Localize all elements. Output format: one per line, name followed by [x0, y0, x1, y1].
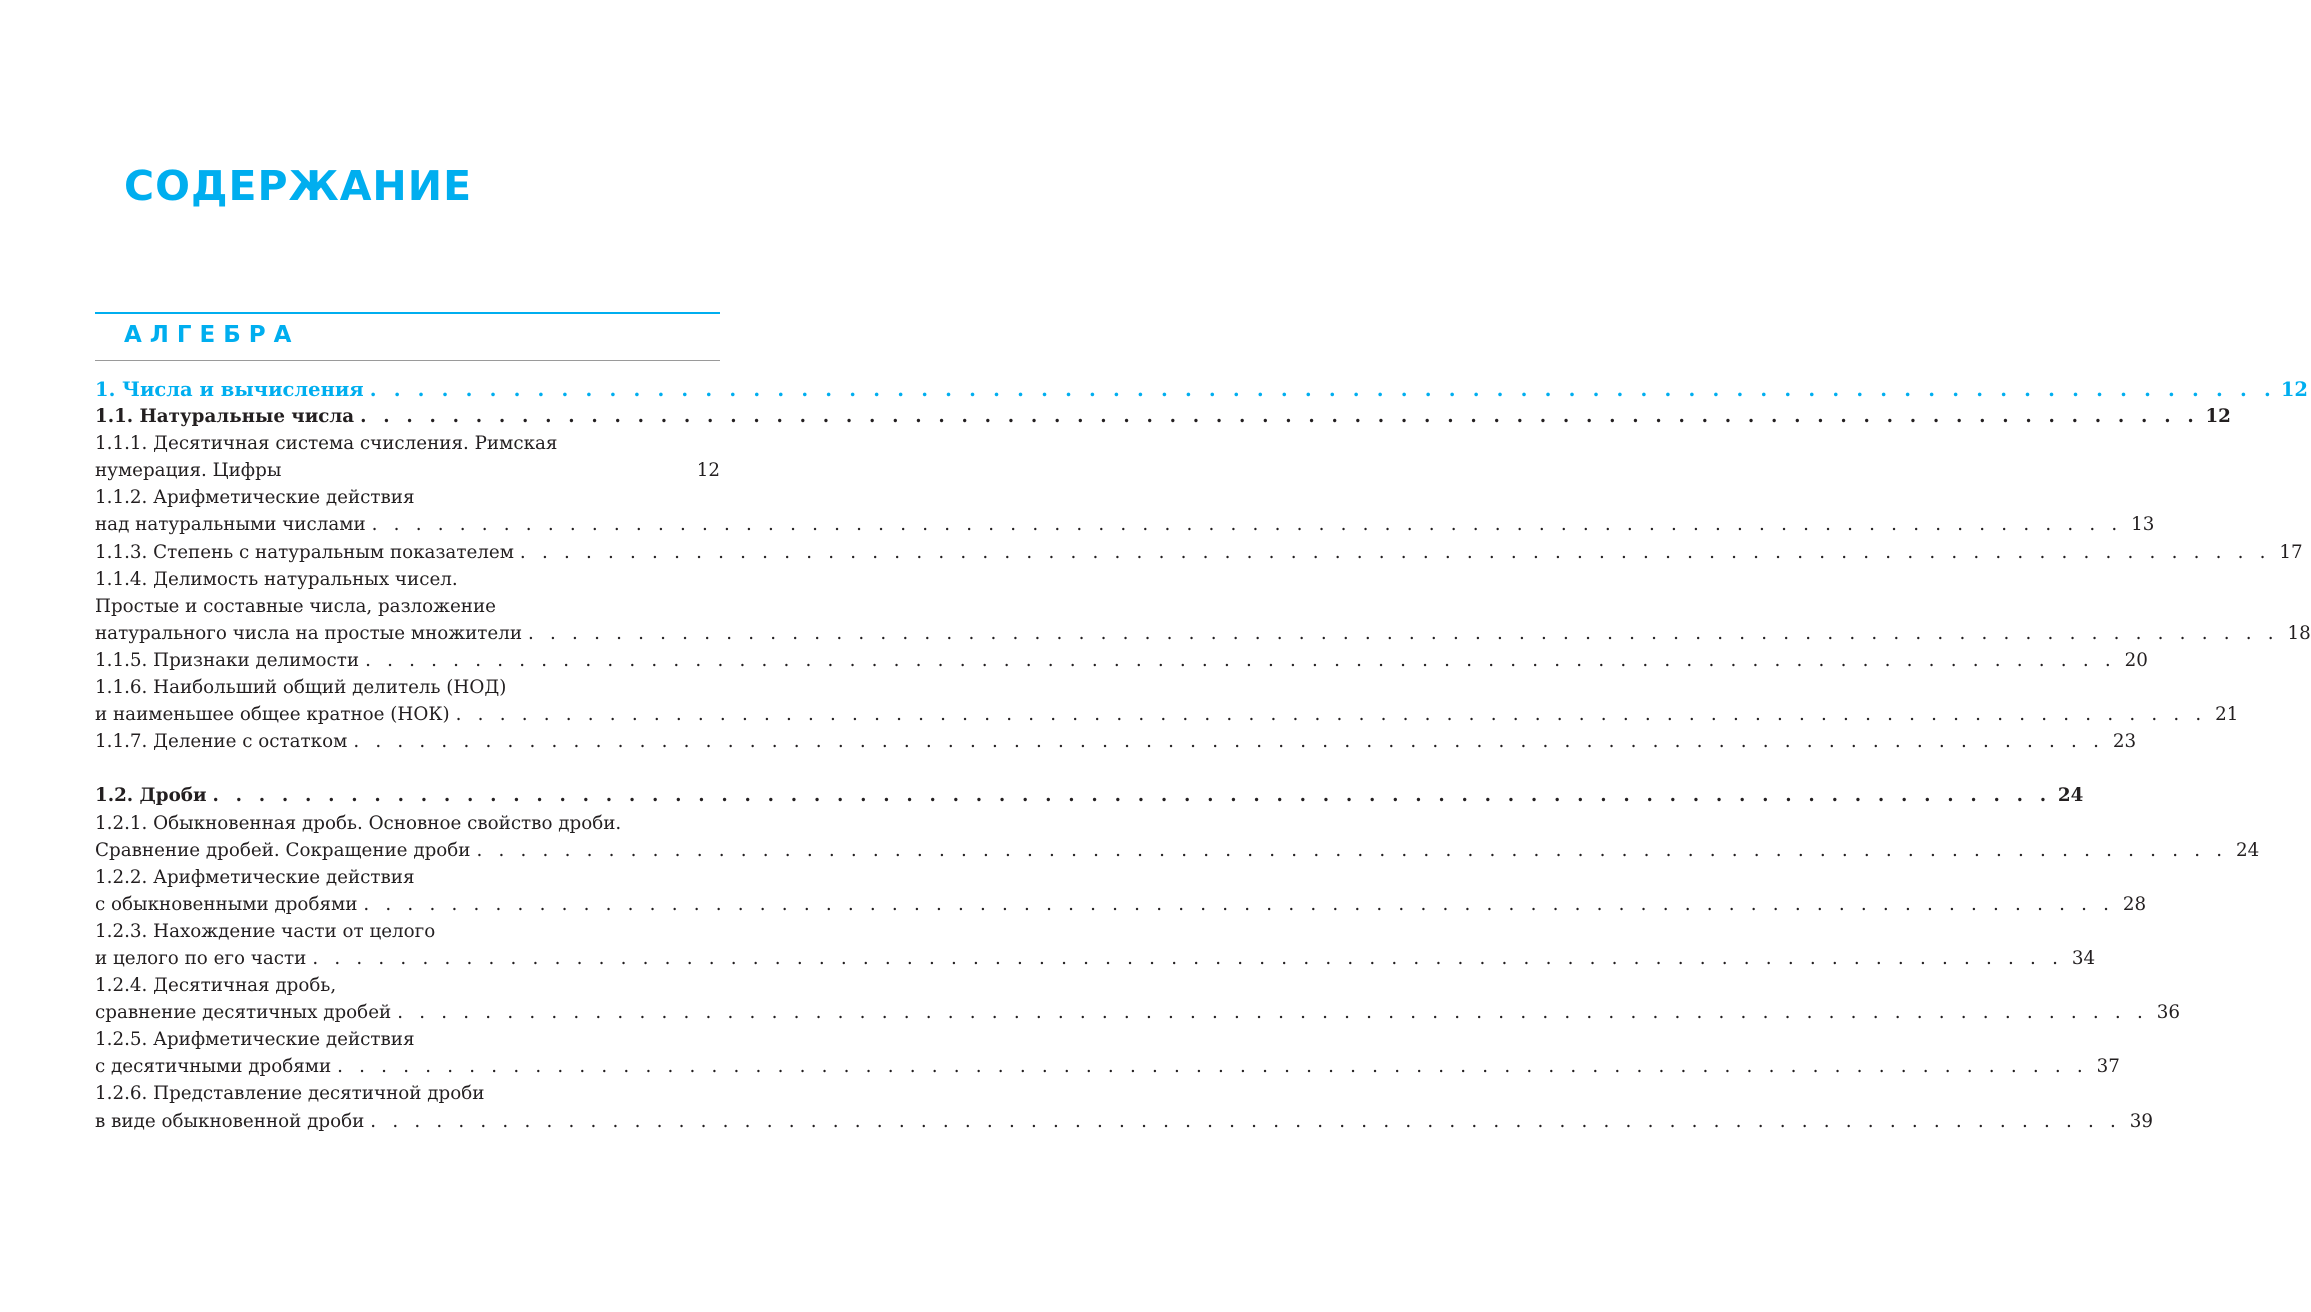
page-title: СОДЕРЖАНИЕ	[124, 162, 473, 210]
toc-page-number: 36	[2156, 1002, 2180, 1024]
dot-leader: . . . . . . . . . . . . . . . . . . . . . . . . . . . . . . . . . . . . . . . . . . . . . . . . . . . . . . . . . . . . . . . . . . . . . . . . . . . . . . . .	[455, 704, 2207, 726]
toc-entry-text: 1.2.3. Нахождение части от целого	[95, 920, 436, 942]
toc-entry-text: 1.2.2. Арифметические действия	[95, 866, 415, 888]
toc-entry[interactable]	[95, 1108, 2154, 1135]
toc-entry[interactable]	[95, 972, 720, 999]
dot-leader: . . . . . . . . . . . . . . . . . . . . . . . . . . . . . . . . . . . . . . . . . . . . . . . . . . . . . . . . . . . . . . . . . . . . . . . . . . . . . . . .	[397, 1002, 2148, 1024]
toc-page-number: 23	[2112, 731, 2137, 753]
toc-entry-text: 1.1.3. Степень с натуральным показателем	[95, 541, 514, 563]
toc-entry[interactable]	[95, 620, 2311, 647]
toc-entry-text: 1.2.4. Десятичная дробь,	[95, 975, 337, 997]
toc-entry[interactable]	[95, 864, 720, 891]
toc-entry[interactable]	[95, 837, 2260, 864]
dot-leader: . . . . . . . . . . . . . . . . . . . . . . . . . . . . . . . . . . . . . . . . . . . . . . . . . . . . . . . . . . . . . . . . . . . . . . . . . . . . . . . .	[371, 514, 2123, 536]
toc-entry-text: 1.1.6. Наибольший общий делитель (НОД)	[95, 677, 507, 699]
toc-page-number: 39	[2129, 1110, 2154, 1132]
toc-page-number: 13	[2131, 514, 2155, 536]
toc-entry[interactable]	[95, 1053, 2120, 1080]
toc-page-number: 34	[2071, 947, 2096, 969]
toc-entry-text: 1. Числа и вычисления	[95, 378, 364, 401]
dot-leader: . . . . . . . . . . . . . . . . . . . . . . . . . . . . . . . . . . . . . . . . . . . . . . . . . . . . . . . . . . . . . . . . . . . . . . . . . . . . . . . .	[519, 541, 2271, 563]
toc-entry[interactable]	[95, 566, 720, 593]
toc-entry-text: над натуральными числами	[95, 514, 366, 536]
toc-entry-text: 1.1. Натуральные числа	[95, 406, 355, 428]
toc-page-number: 12	[2280, 378, 2308, 401]
toc-page-number: 18	[2287, 622, 2311, 644]
toc-entry-text: 1.1.1. Десятичная система счисления. Римская	[95, 433, 558, 455]
toc-entry[interactable]	[95, 457, 720, 484]
toc-entry-text: нумерация. Цифры	[95, 460, 282, 482]
toc-entry-text: 1.2.1. Обыкновенная дробь. Основное свойство дроби.	[95, 812, 622, 834]
toc-entry[interactable]	[95, 1080, 720, 1107]
toc-entry-text: с обыкновенными дробями	[95, 893, 358, 915]
dot-leader	[281, 457, 688, 484]
toc-page-number: 37	[2096, 1056, 2120, 1078]
toc-entry-text: 1.2.5. Арифметические действия	[95, 1029, 415, 1051]
toc-entry[interactable]	[95, 782, 2084, 809]
dot-leader: . . . . . . . . . . . . . . . . . . . . . . . . . . . . . . . . . . . . . . . . . . . . . . . . . . . . . . . . . . . . . . . . . . . . . . . . . . . . . . . .	[360, 406, 2199, 428]
toc-entry[interactable]	[95, 674, 720, 701]
toc-entry[interactable]	[95, 539, 2303, 566]
table-of-contents	[95, 376, 2311, 1135]
section-rule-top	[95, 312, 720, 314]
toc-entry[interactable]	[95, 891, 2147, 918]
toc-entry[interactable]	[95, 918, 720, 945]
toc-entry-text: Сравнение дробей. Сокращение дроби	[95, 839, 471, 861]
toc-entry-text: Простые и составные числа, разложение	[95, 595, 496, 617]
dot-leader: . . . . . . . . . . . . . . . . . . . . . . . . . . . . . . . . . . . . . . . . . . . . . . . . . . . . . . . . . . . . . . . . . . . . . . . . . . . . . . . .	[312, 947, 2064, 969]
toc-entry-text: и целого по его части	[95, 947, 307, 969]
toc-entry[interactable]	[95, 728, 2137, 755]
toc-page-number: 12	[696, 460, 720, 482]
dot-leader: . . . . . . . . . . . . . . . . . . . . . . . . . . . . . . . . . . . . . . . . . . . . . . . . . . . . . . . . . . . . . . . . . . . . . . . . . . . . . . . .	[353, 731, 2105, 753]
toc-entry[interactable]	[95, 647, 2148, 674]
toc-entry-text: с десятичными дробями	[95, 1056, 332, 1078]
toc-entry[interactable]	[95, 945, 2096, 972]
toc-page-number: 21	[2215, 704, 2239, 726]
toc-page-number: 24	[2235, 839, 2260, 861]
toc-entry[interactable]	[95, 484, 720, 511]
toc-entry-text: 1.2. Дроби	[95, 785, 207, 807]
section-rule-bottom	[95, 360, 720, 361]
toc-entry-text: и наименьшее общее кратное (НОК)	[95, 704, 450, 726]
toc-entry[interactable]	[95, 403, 2231, 430]
toc-page-number: 12	[2205, 406, 2231, 428]
dot-leader: . . . . . . . . . . . . . . . . . . . . . . . . . . . . . . . . . . . . . . . . . . . . . . . . . . . . . . . . . . . . . . . . . . . . . . . . . . . . . . . .	[476, 839, 2228, 861]
toc-entry-text: сравнение десятичных дробей	[95, 1002, 392, 1024]
toc-entry[interactable]	[95, 810, 720, 837]
dot-leader: . . . . . . . . . . . . . . . . . . . . . . . . . . . . . . . . . . . . . . . . . . . . . . . . . . . . . . . . . . . . . . . . . . . . . . . . . . . . . . . .	[365, 649, 2116, 671]
toc-entry-text: 1.1.5. Признаки делимости	[95, 649, 360, 671]
toc-entry-text: 1.1.4. Делимость натуральных чисел.	[95, 568, 458, 590]
toc-entry-text: 1.1.2. Арифметические действия	[95, 487, 415, 509]
section-heading: АЛГЕБРА	[124, 322, 300, 348]
toc-page-number: 17	[2279, 541, 2303, 563]
dot-leader: . . . . . . . . . . . . . . . . . . . . . . . . . . . . . . . . . . . . . . . . . . . . . . . . . . . . . . . . . . . . . . . . . . . . . . . . . . . . . . . .	[369, 378, 2276, 401]
dot-leader: . . . . . . . . . . . . . . . . . . . . . . . . . . . . . . . . . . . . . . . . . . . . . . . . . . . . . . . . . . . . . . . . . . . . . . . . . . . . . . . .	[370, 1110, 2122, 1132]
toc-spacer	[95, 755, 720, 782]
toc-entry[interactable]	[95, 1026, 720, 1053]
toc-entry-text: 1.2.6. Представление десятичной дроби	[95, 1083, 485, 1105]
toc-entry-text: натурального числа на простые множители	[95, 622, 523, 644]
toc-entry-text: в виде обыкновенной дроби	[95, 1110, 365, 1132]
toc-page-number: 28	[2122, 893, 2147, 915]
toc-entry[interactable]	[95, 999, 2180, 1026]
toc-page-number: 20	[2124, 649, 2148, 671]
toc-entry[interactable]	[95, 430, 720, 457]
toc-entry-text: 1.1.7. Деление с остатком	[95, 731, 348, 753]
toc-entry[interactable]	[95, 701, 2239, 728]
dot-leader: . . . . . . . . . . . . . . . . . . . . . . . . . . . . . . . . . . . . . . . . . . . . . . . . . . . . . . . . . . . . . . . . . . . . . . . . . . . . . . . .	[528, 622, 2279, 644]
dot-leader: . . . . . . . . . . . . . . . . . . . . . . . . . . . . . . . . . . . . . . . . . . . . . . . . . . . . . . . . . . . . . . . . . . . . . . . . . . . . . . . .	[363, 893, 2115, 915]
toc-entry[interactable]	[95, 511, 2155, 538]
dot-leader: . . . . . . . . . . . . . . . . . . . . . . . . . . . . . . . . . . . . . . . . . . . . . . . . . . . . . . . . . . . . . . . . . . . . . . . . . . . . . . . .	[212, 785, 2052, 807]
dot-leader: . . . . . . . . . . . . . . . . . . . . . . . . . . . . . . . . . . . . . . . . . . . . . . . . . . . . . . . . . . . . . . . . . . . . . . . . . . . . . . . .	[337, 1056, 2088, 1078]
toc-page-number: 24	[2057, 785, 2084, 807]
toc-entry[interactable]	[95, 593, 720, 620]
toc-entry[interactable]	[95, 376, 2308, 403]
